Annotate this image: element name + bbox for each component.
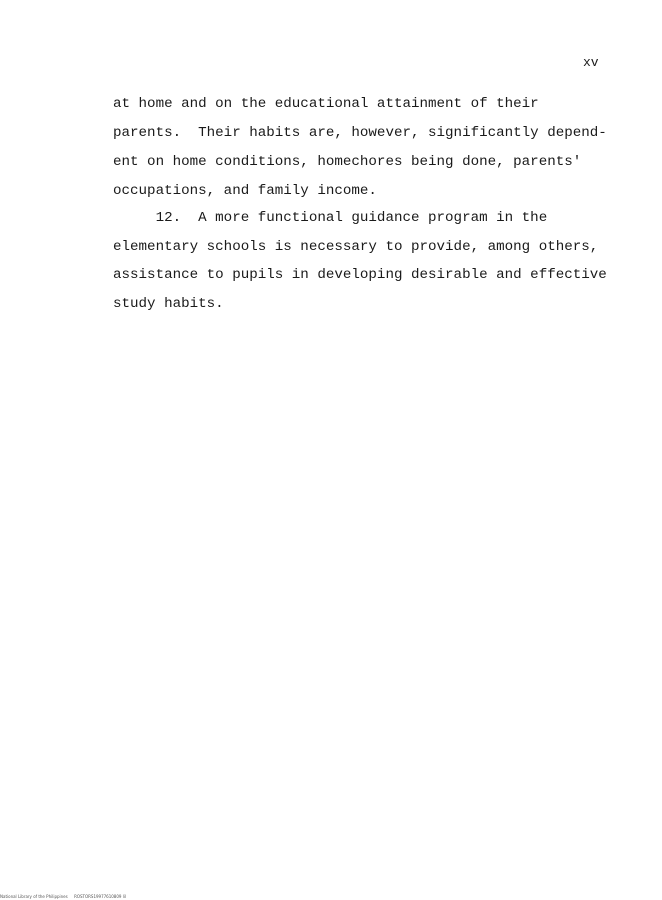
- text-line: at home and on the educational attainment of their: [113, 96, 539, 112]
- text-line: study habits.: [113, 296, 224, 312]
- text-line: elementary schools is necessary to provide, among others,: [113, 239, 599, 255]
- text-line: ent on home conditions, homechores being done, parents': [113, 154, 582, 170]
- page-number: xv: [583, 55, 599, 70]
- text-line: occupations, and family income.: [113, 183, 377, 199]
- text-line: assistance to pupils in developing desirable and effective: [113, 267, 607, 283]
- text-line: parents. Their habits are, however, significantly depend-: [113, 125, 607, 141]
- footer-watermark: National Library of the Philippines ROSTORS19977610809 lil: [0, 894, 127, 899]
- text-line: 12. A more functional guidance program in the: [113, 210, 548, 226]
